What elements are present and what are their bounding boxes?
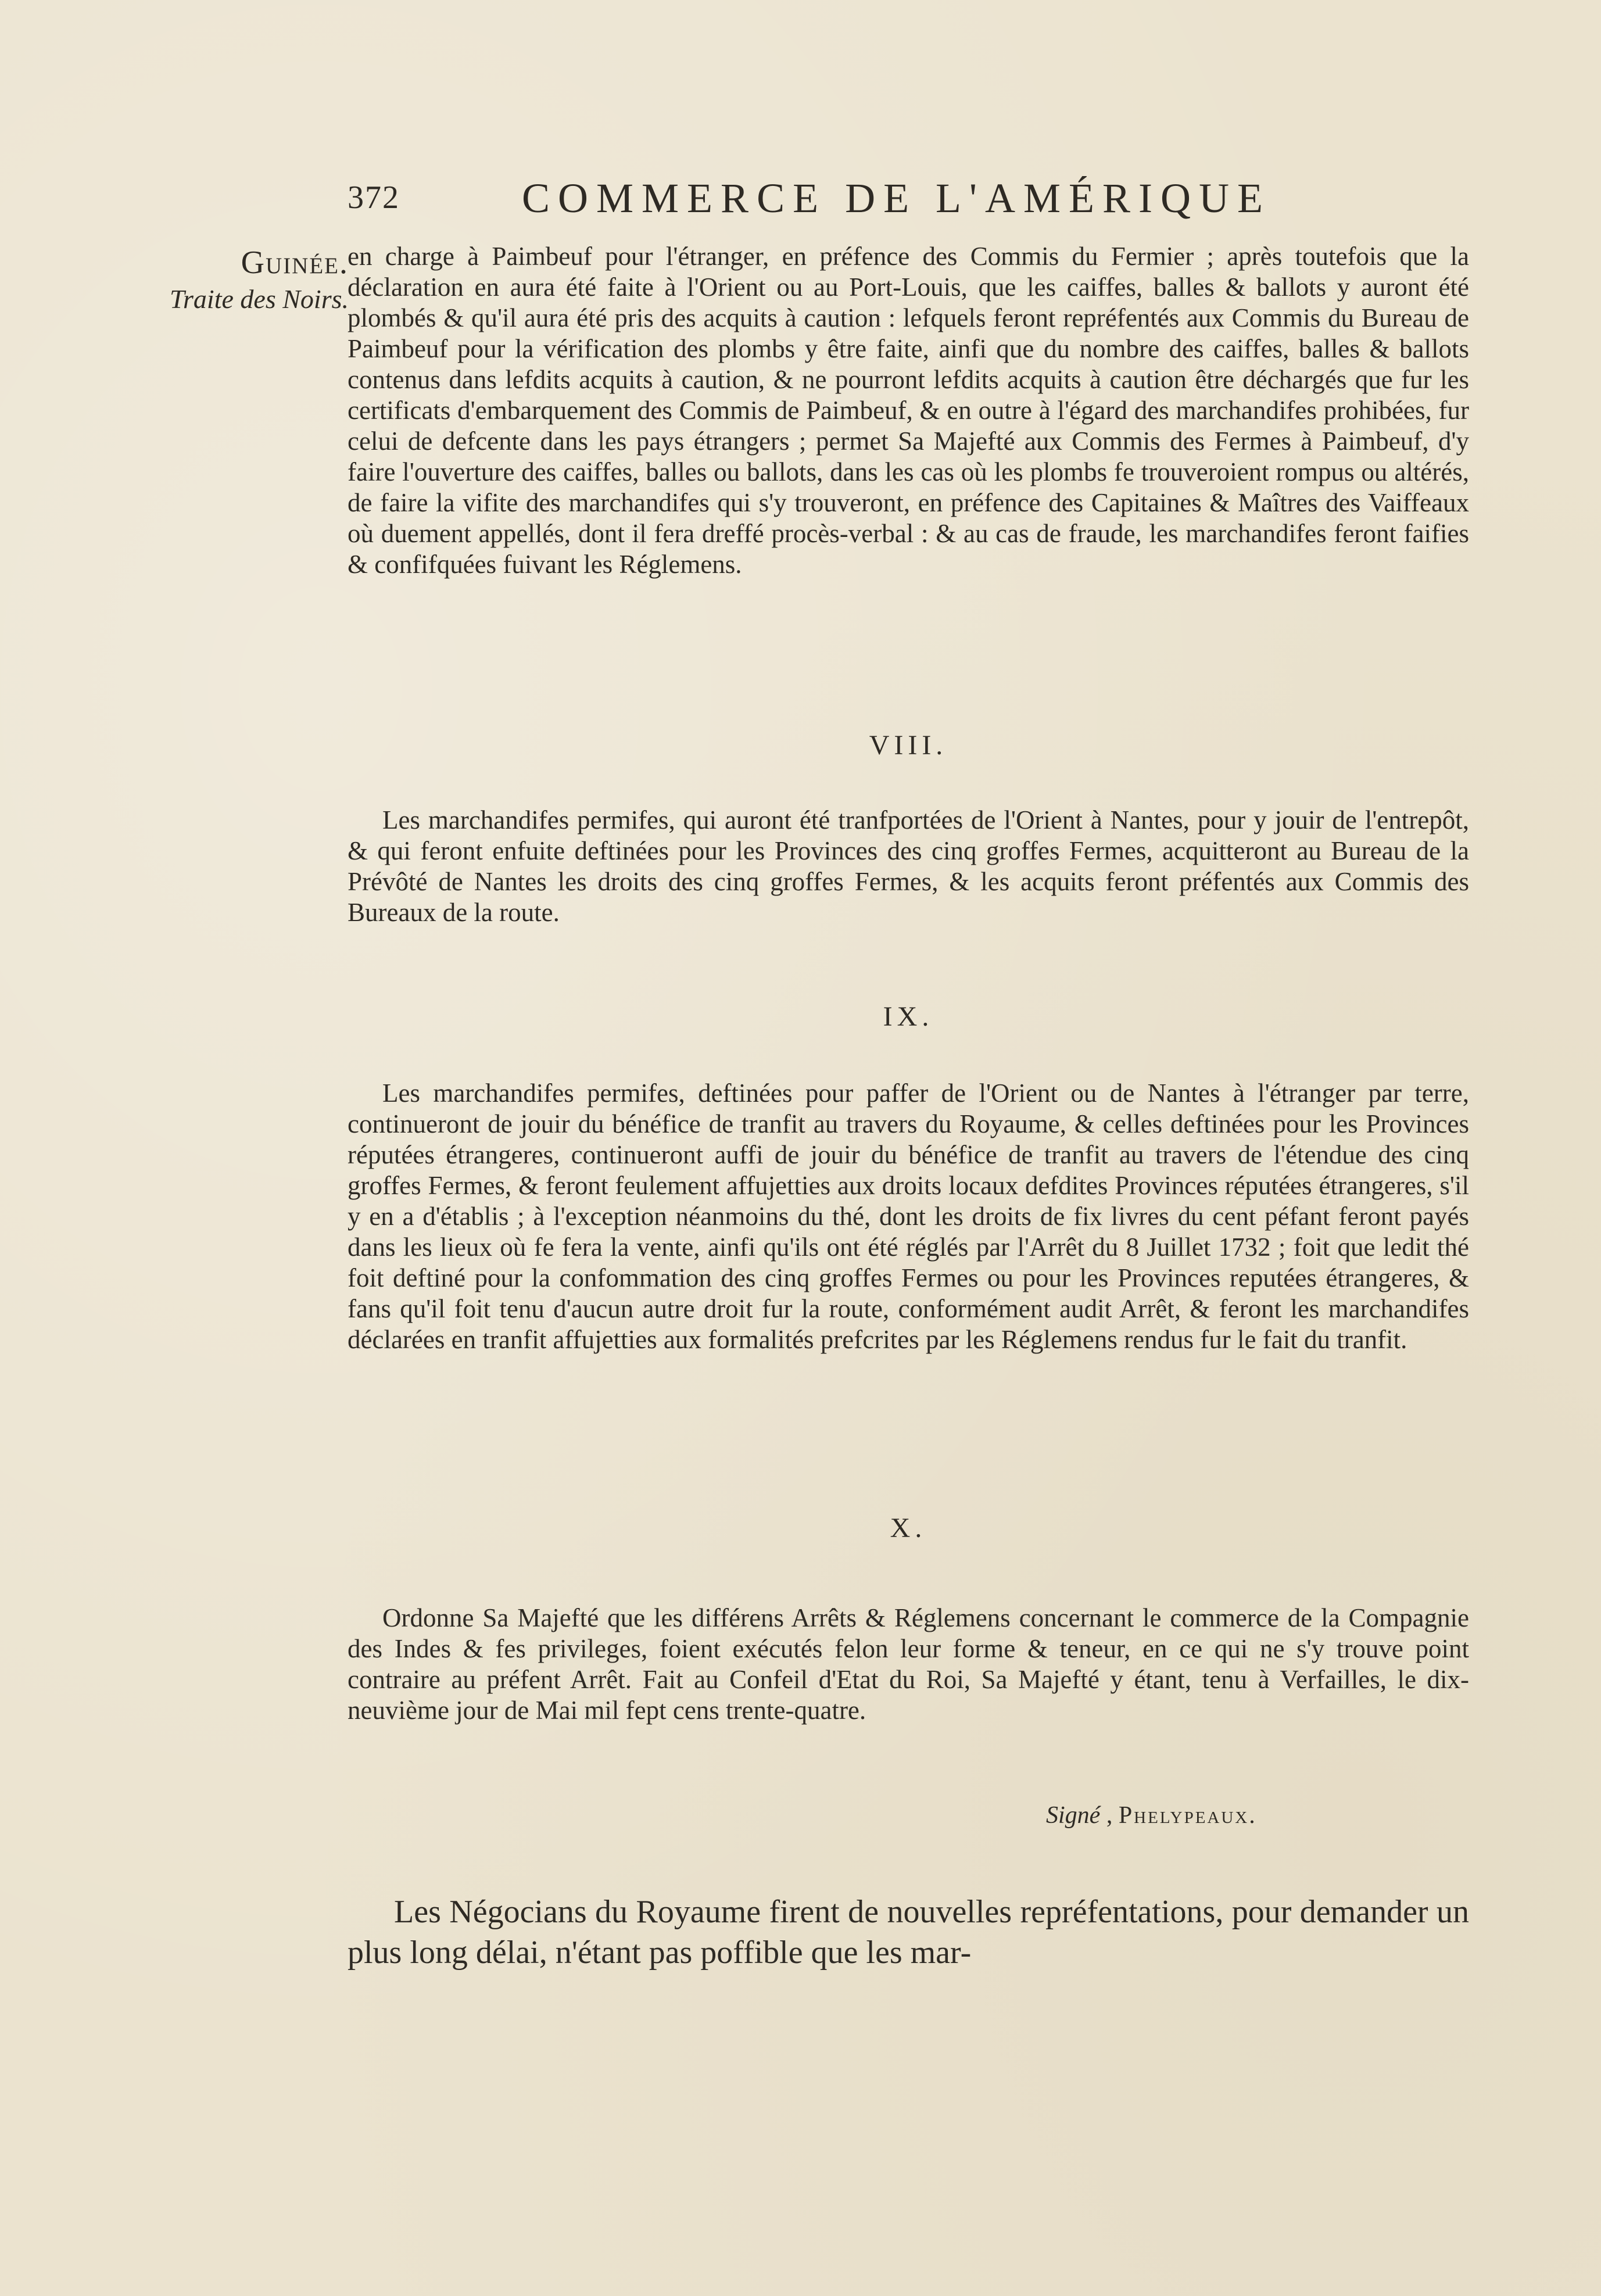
paragraph-text: Ordonne Sa Majefté que les différens Arrêts & Réglemens concernant le commerce de la Compagnie des Indes & fes privileges, foient exécutés felon leur forme & teneur, en ce qui ne s'y trouve point contraire au préfent Arrêt. Fait au Confeil d'Etat du Roi, Sa Majefté y étant, tenu à Verfailles, le dix-neuvième jour de Mai mil fept cens trente-quatre. (348, 1603, 1469, 1725)
page-number: 372 (348, 180, 400, 216)
article-number-ix: IX. (883, 1001, 934, 1032)
paragraph-continuation (348, 241, 1469, 580)
margin-subheading: Traite des Noirs. (169, 284, 349, 314)
article-x-body (348, 1603, 1469, 1726)
running-head (348, 174, 1324, 221)
article-viii-body (348, 805, 1469, 928)
article-number-viii: VIII. (869, 730, 948, 761)
paragraph-text: Les marchandifes permifes, deftinées pour paffer de l'Orient ou de Nantes à l'étranger par terre, continueront de jouir du bénéfice de tranfit au travers du Royaume, & celles deftinées pour les Provinces réputées étrangeres, continueront auffi de jouir du bénéfice de tranfit au travers de l'étendue des cinq groffes Fermes, & feront feulement affujetties aux droits locaux defdites Provinces réputées étrangeres, s'il y en a d'établis ; à l'exception néanmoins du thé, dont les droits de fix livres du cent péfant feront payés dans les lieux où fe fera la vente, ainfi qu'ils ont été réglés par l'Arrêt du 8 Juillet 1732 ; foit que ledit thé foit deftiné pour la confommation des cinq groffes Fermes ou pour les Provinces reputées étrangeres, & fans qu'il foit tenu d'aucun autre droit fur la route, conformément audit Arrêt, & feront les marchandifes déclarées en tranfit affujetties aux formalités prefcrites par les Réglemens rendus fur le fait du tranfit. (348, 1079, 1469, 1354)
article-ix-body (348, 1078, 1469, 1355)
margin-heading: Guinée. (241, 245, 349, 281)
paragraph-text: en charge à Paimbeuf pour l'étranger, en préfence des Commis du Fermier ; après toutefois que la déclaration en aura été faite à l'Orient ou au Port-Louis, que les caiffes, balles & ballots y auront été plombés & qu'il aura été pris des acquits à caution : lefquels feront repréfentés aux Commis du Bureau de Paimbeuf pour la vérification des plombs y être faite, ainfi que du nombre des caiffes, balles & ballots contenus dans lefdits acquits à caution, & ne pourront lefdits acquits à caution être déchargés que fur les certificats d'embarquement des Commis de Paimbeuf, & en outre à l'égard des marchandifes prohibées, fur celui de defcente dans les pays étrangers ; permet Sa Majefté aux Commis des Fermes à Paimbeuf, d'y faire l'ouverture des caiffes, balles ou ballots, dans les cas où les plombs fe trouveroient rompus ou altérés, de faire la vifite des marchandifes qui s'y trouveront, en préfence des Capitaines & Maîtres des Vaiffeaux où duement appellés, dont il fera dreffé procès-verbal : & au cas de fraude, les marchandifes feront faifies & confifquées fuivant les Réglemens. (348, 242, 1469, 579)
signature-label: Signé (1046, 1802, 1101, 1829)
signature-separator: , (1106, 1802, 1113, 1829)
article-number-x: X. (890, 1513, 927, 1543)
paragraph-text: Les marchandifes permifes, qui auront été tranfportées de l'Orient à Nantes, pour y jouir de l'entrepôt, & qui feront enfuite deftinées pour les Provinces des cinq groffes Fermes, acquitteront au Bureau de la Prévôté de Nantes les droits des cinq groffes Fermes, & les acquits feront préfentés aux Commis des Bureaux de la route. (348, 805, 1469, 927)
signature-name: Phelypeaux. (1118, 1802, 1257, 1829)
running-title: COMMERCE DE L'AMÉRIQUE (522, 175, 1271, 221)
closing-paragraph: Les Négocians du Royaume firent de nouvelles repréfentations, pour demander un plus long délai, n'étant pas poffible que les mar- (348, 1894, 1469, 1971)
signature-line (1046, 1801, 1257, 1829)
